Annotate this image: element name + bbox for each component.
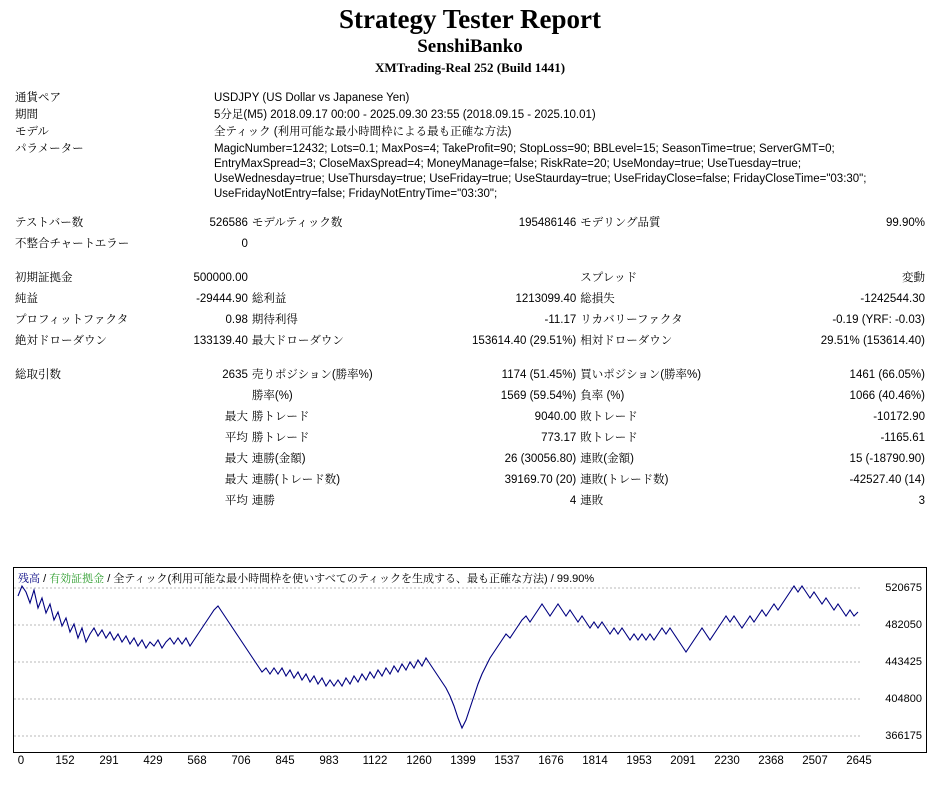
value-expected-payoff: -11.17 [544,314,577,326]
label-ticks: モデルティック数 [251,217,343,229]
param-line-1: MagicNumber=12432; Lots=0.1; MaxPos=4; TakeProfit=90; StopLoss=90; BBLevel=15; SeasonTime=true; ServerGMT=0; [214,143,835,155]
info-value-model: 全ティック (利用可能な最小時間枠による最も正確な方法) [214,126,512,138]
value-total-trades: 2635 [222,369,248,381]
label-largest-loss: 敗トレード [580,411,638,423]
info-label-period: 期間 [15,109,38,121]
value-largest-profit: 9040.00 [534,411,577,423]
stats-row-max-cons-count [13,470,927,491]
label-net-profit: 純益 [15,293,38,305]
label-recovery-factor: リカバリーファクタ [580,314,683,326]
label-gross-loss: 総損失 [580,293,615,305]
label-avg-cons-wins: 連勝 [251,495,275,507]
label-largest: 最大 [224,411,248,423]
stats-row-mismatch [13,234,927,255]
y-label-0: 520675 [885,582,922,594]
chart-y-axis [864,568,924,752]
value-mismatch: 0 [241,238,248,250]
stats-row-win-loss-rate [13,386,927,407]
x-label-18: 2507 [802,755,828,767]
value-bars: 526586 [209,217,248,229]
value-gross-loss: -1242544.30 [860,293,925,305]
info-label-symbol: 通貨ペア [15,92,61,104]
x-label-8: 1122 [362,755,388,767]
y-label-1: 482050 [885,619,922,631]
value-average-profit: 773.17 [541,432,577,444]
legend-balance: 残高 [18,573,40,585]
stats-row-largest [13,407,927,428]
param-line-2: EntryMaxSpread=3; CloseMaxSpread=4; MoneyManage=false; RiskRate=20; UseMonday=true; UseTuesday=true; [214,158,802,170]
label-expected-payoff: 期待利得 [251,314,298,326]
stats-spacer-1 [13,255,927,268]
broker-info: XMTrading-Real 252 (Build 1441) [374,60,566,75]
x-label-19: 2645 [846,755,872,767]
label-deposit: 初期証拠金 [15,272,73,284]
info-value-period: 5分足(M5) 2018.09.17 00:00 - 2025.09.30 23:55 (2018.09.15 - 2025.10.01) [214,109,596,121]
info-label-model: モデル [15,126,49,138]
label-profit-trades: 勝率(%) [251,390,293,402]
legend-description: / 全ティック(利用可能な最小時間枠を使いすべてのティックを生成する、最も正確な方法) / 99.90% [107,573,595,585]
label-avg-cons: 平均 [224,495,248,507]
value-spread: 変動 [902,272,925,284]
x-label-13: 1814 [582,755,608,767]
param-line-4: UseFridayNotEntry=false; FridayNotEntryTime="03:30"; [214,188,498,200]
ea-name: SenshiBanko [417,36,523,57]
label-max-cons-loss-money: 連敗(金額) [580,453,634,465]
value-profit-factor: 0.98 [225,314,248,326]
value-max-cons-loss-money: 15 (-18790.90) [849,453,925,465]
chart-legend: 残高 / 有効証拠金 / 全ティック(利用可能な最小時間枠を使いすべてのティックを生成する、最も正確な方法) / 99.90% [18,573,595,585]
value-gross-profit: 1213099.40 [515,293,577,305]
chart-x-axis [13,755,927,775]
y-label-2: 443425 [885,656,922,668]
x-label-0: 0 [17,755,25,767]
x-label-12: 1676 [538,755,564,767]
info-row-period [13,107,927,124]
stats-row-average [13,428,927,449]
balance-series [18,586,858,728]
value-max-cons-wins-count: 39169.70 (20) [504,474,577,486]
chart-gridlines [14,588,860,736]
label-quality: モデリング品質 [580,217,661,229]
x-label-7: 983 [319,755,339,767]
info-row-model [13,124,927,141]
label-average: 平均 [224,432,248,444]
x-label-1: 152 [55,755,75,767]
stats-row-drawdown [13,331,927,352]
label-mismatch: 不整合チャートエラー [15,238,130,250]
y-label-4: 366175 [885,730,922,742]
value-average-loss: -1165.61 [880,432,925,444]
label-largest-profit: 勝トレード [251,411,310,423]
value-max-cons-loss-count: -42527.40 (14) [849,474,925,486]
legend-equity: 有効証拠金 [49,573,105,585]
info-value-parameters [212,141,927,203]
label-profit-factor: プロフィットファクタ [15,314,129,326]
title-block [0,0,940,78]
x-label-2: 291 [99,755,119,767]
value-quality: 99.90% [885,217,925,229]
label-max-cons-wins-money: 連勝(金額) [251,453,306,465]
info-row-parameters [13,141,927,203]
label-gross-profit: 総利益 [251,293,287,305]
x-label-5: 706 [231,755,251,767]
x-label-16: 2230 [714,755,740,767]
x-label-9: 1260 [406,755,432,767]
label-long-positions: 買いポジション(勝率%) [580,369,702,381]
label-max-cons-wins-count: 連勝(トレード数) [251,474,341,486]
x-label-6: 845 [275,755,295,767]
stats-row-total-trades [13,365,927,386]
label-abs-drawdown: 絶対ドローダウン [15,335,107,347]
value-profit-trades: 1569 (59.54%) [500,390,577,402]
info-table [13,90,927,203]
value-long-positions: 1461 (66.05%) [849,369,925,381]
x-label-3: 429 [143,755,163,767]
value-avg-cons-losses: 3 [918,495,925,507]
stats-spacer-2 [13,352,927,365]
label-rel-drawdown: 相対ドローダウン [580,335,673,347]
x-label-10: 1399 [450,755,476,767]
stats-row-max-cons-money [13,449,927,470]
chart-canvas [14,568,926,752]
label-max-cons: 最大 [224,453,248,465]
y-label-3: 404800 [885,693,922,705]
value-net-profit: -29444.90 [196,293,248,305]
x-label-4: 568 [187,755,207,767]
label-loss-trades: 負率 (%) [580,390,625,402]
label-max-cons-2: 最大 [224,474,248,486]
value-short-positions: 1174 (51.45%) [501,369,577,381]
stats-row-bars [13,213,927,234]
value-max-cons-wins-money: 26 (30056.80) [504,453,577,465]
equity-chart [13,567,927,753]
page-title: Strategy Tester Report [339,4,601,34]
label-average-loss: 敗トレード [580,432,638,444]
stats-row-deposit [13,268,927,289]
value-avg-cons-wins: 4 [569,495,577,507]
info-value-symbol: USDJPY (US Dollar vs Japanese Yen) [214,92,410,104]
value-ticks: 195486146 [518,217,577,229]
info-row-symbol [13,90,927,107]
value-deposit: 500000.00 [193,272,248,284]
stats-row-profitfactor [13,310,927,331]
label-max-cons-loss-count: 連敗(トレード数) [580,474,669,486]
stats-row-avg-cons [13,491,927,512]
stats-row-netprofit [13,289,927,310]
info-label-parameters: パラメーター [15,143,84,155]
label-average-profit: 勝トレード [251,432,310,444]
label-max-drawdown: 最大ドローダウン [251,335,344,347]
stats-table [13,213,927,512]
value-max-drawdown: 153614.40 (29.51%) [472,335,577,347]
value-rel-drawdown: 29.51% (153614.40) [820,335,925,347]
value-abs-drawdown: 133139.40 [193,335,248,347]
label-total-trades: 総取引数 [15,369,61,381]
x-label-17: 2368 [758,755,784,767]
value-loss-trades: 1066 (40.46%) [849,390,925,402]
x-label-11: 1537 [494,755,520,767]
label-spread: スプレッド [580,272,638,284]
value-largest-loss: -10172.90 [873,411,925,423]
label-avg-cons-losses: 連敗 [580,495,604,507]
value-recovery-factor: -0.19 (YRF: -0.03) [832,314,925,326]
x-label-15: 2091 [670,755,696,767]
param-line-3: UseWednesday=true; UseThursday=true; UseFriday=true; UseStaurday=true; UseFridayClose=false; FridayCloseTime="03:30"; [214,173,867,185]
label-short-positions: 売りポジション(勝率%) [251,369,373,381]
x-label-14: 1953 [626,755,652,767]
label-bars: テストバー数 [15,217,84,229]
